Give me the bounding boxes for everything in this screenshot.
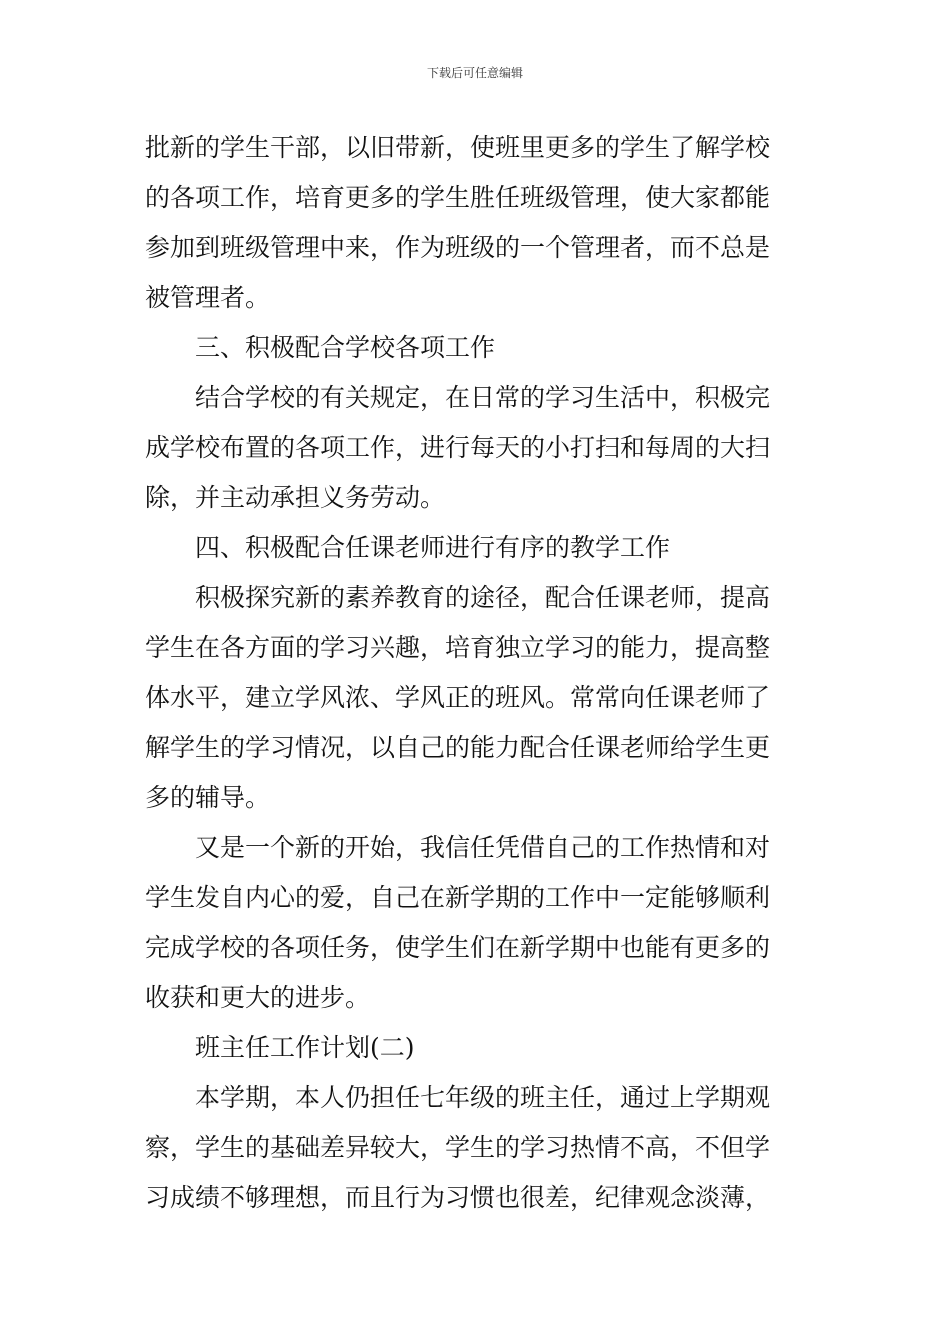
text-line: 三、积极配合学校各项工作: [195, 333, 496, 362]
text-line: 批新的学生干部，以旧带新，使班里更多的学生了解学校: [145, 133, 771, 162]
text-line: 积极探究新的素养教育的途径，配合任课老师，提高: [195, 583, 771, 612]
text-line: 的各项工作，培育更多的学生胜任班级管理，使大家都能: [145, 183, 771, 212]
text-line: 结合学校的有关规定，在日常的学习生活中，积极完: [195, 383, 771, 412]
text-line: 成学校布置的各项工作，进行每天的小打扫和每周的大扫: [145, 433, 771, 462]
text-line: 收获和更大的进步。: [145, 983, 371, 1012]
document-body: [145, 123, 809, 1223]
text-line: 体水平，建立学风浓、学风正的班风。常常向任课老师了: [145, 683, 771, 712]
text-line: 四、积极配合任课老师进行有序的教学工作: [195, 533, 671, 562]
text-line: 本学期，本人仍担任七年级的班主任，通过上学期观: [195, 1083, 771, 1112]
text-line: 学生发自内心的爱，自己在新学期的工作中一定能够顺利: [145, 883, 771, 912]
page-header-note: 下载后可任意编辑: [426, 66, 523, 80]
text-line: 察，学生的基础差异较大，学生的学习热情不高，不但学: [145, 1133, 771, 1162]
text-line: 完成学校的各项任务，使学生们在新学期中也能有更多的: [145, 933, 771, 962]
text-line: 习成绩不够理想，而且行为习惯也很差，纪律观念淡薄，: [145, 1183, 771, 1212]
text-line: 除，并主动承担义务劳动。: [145, 483, 446, 512]
text-line: 班主任工作计划(二): [195, 1033, 415, 1062]
text-line: 参加到班级管理中来，作为班级的一个管理者，而不总是: [145, 233, 771, 262]
text-line: 又是一个新的开始，我信任凭借自己的工作热情和对: [195, 833, 771, 862]
text-line: 解学生的学习情况，以自己的能力配合任课老师给学生更: [145, 733, 771, 762]
text-line: 多的辅导。: [145, 783, 271, 812]
text-line: 学生在各方面的学习兴趣，培育独立学习的能力，提高整: [145, 633, 771, 662]
text-line: 被管理者。: [145, 283, 271, 312]
